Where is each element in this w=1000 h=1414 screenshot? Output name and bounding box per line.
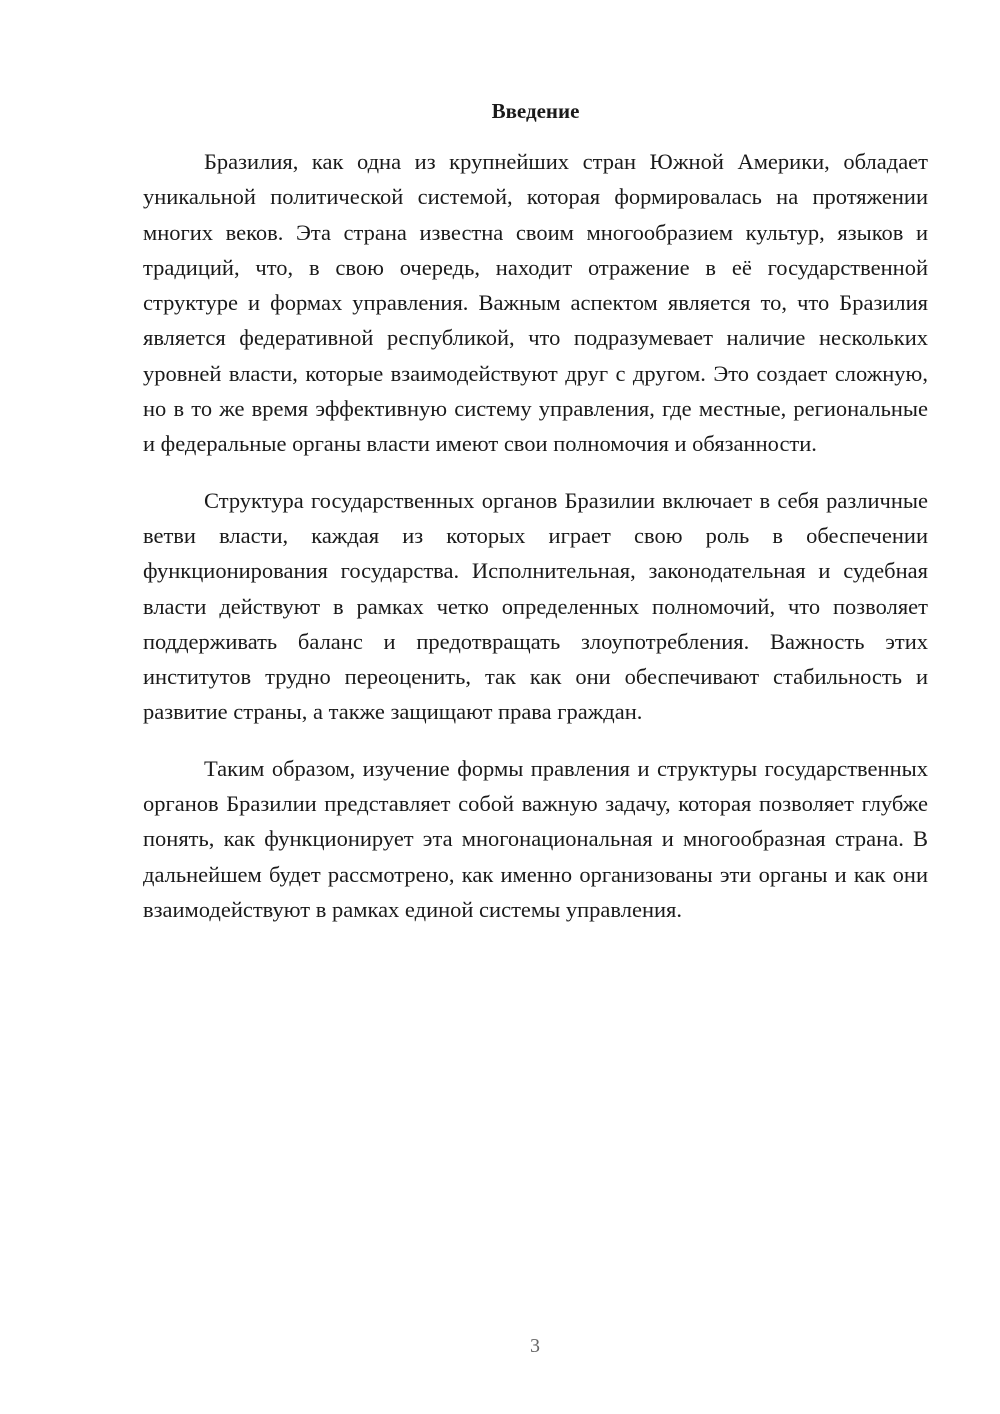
page-number: 3 <box>530 1335 540 1357</box>
paragraph-1: Бразилия, как одна из крупнейших стран Южной Америки, обладает уникальной политической системой, которая формировалась на протяжении многих веков. Эта страна известна своим многообразием культур, языков и традиций, что, в свою очередь, находит отражение в её государственной структуре и формах управления. Важным аспектом является то, что Бразилия является федеративной республикой, что подразумевает наличие нескольких уровней власти, которые взаимодействуют друг с другом. Это создает сложную, но в то же время эффективную систему управления, где местные, региональные и федеральные органы власти имеют свои полномочия и обязанности. <box>143 149 928 457</box>
page-title: Введение <box>491 99 580 123</box>
paragraph-3: Таким образом, изучение формы правления и структуры государственных органов Бразилии представляет собой важную задачу, которая позволяет глубже понять, как функционирует эта многонациональная и многообразная страна. В дальнейшем будет рассмотрено, как именно организованы эти органы и как они взаимодействуют в рамках единой системы управления. <box>143 755 928 922</box>
page-content <box>143 96 928 927</box>
paragraph-2: Структура государственных органов Бразилии включает в себя различные ветви власти, каждая из которых играет свою роль в обеспечении функционирования государства. Исполнительная, законодательная и судебная власти действуют в рамках четко определенных полномочий, что позволяет поддерживать баланс и предотвращать злоупотребления. Важность этих институтов трудно переоценить, так как они обеспечивают стабильность и развитие страны, а также защищают права граждан. <box>143 487 928 725</box>
